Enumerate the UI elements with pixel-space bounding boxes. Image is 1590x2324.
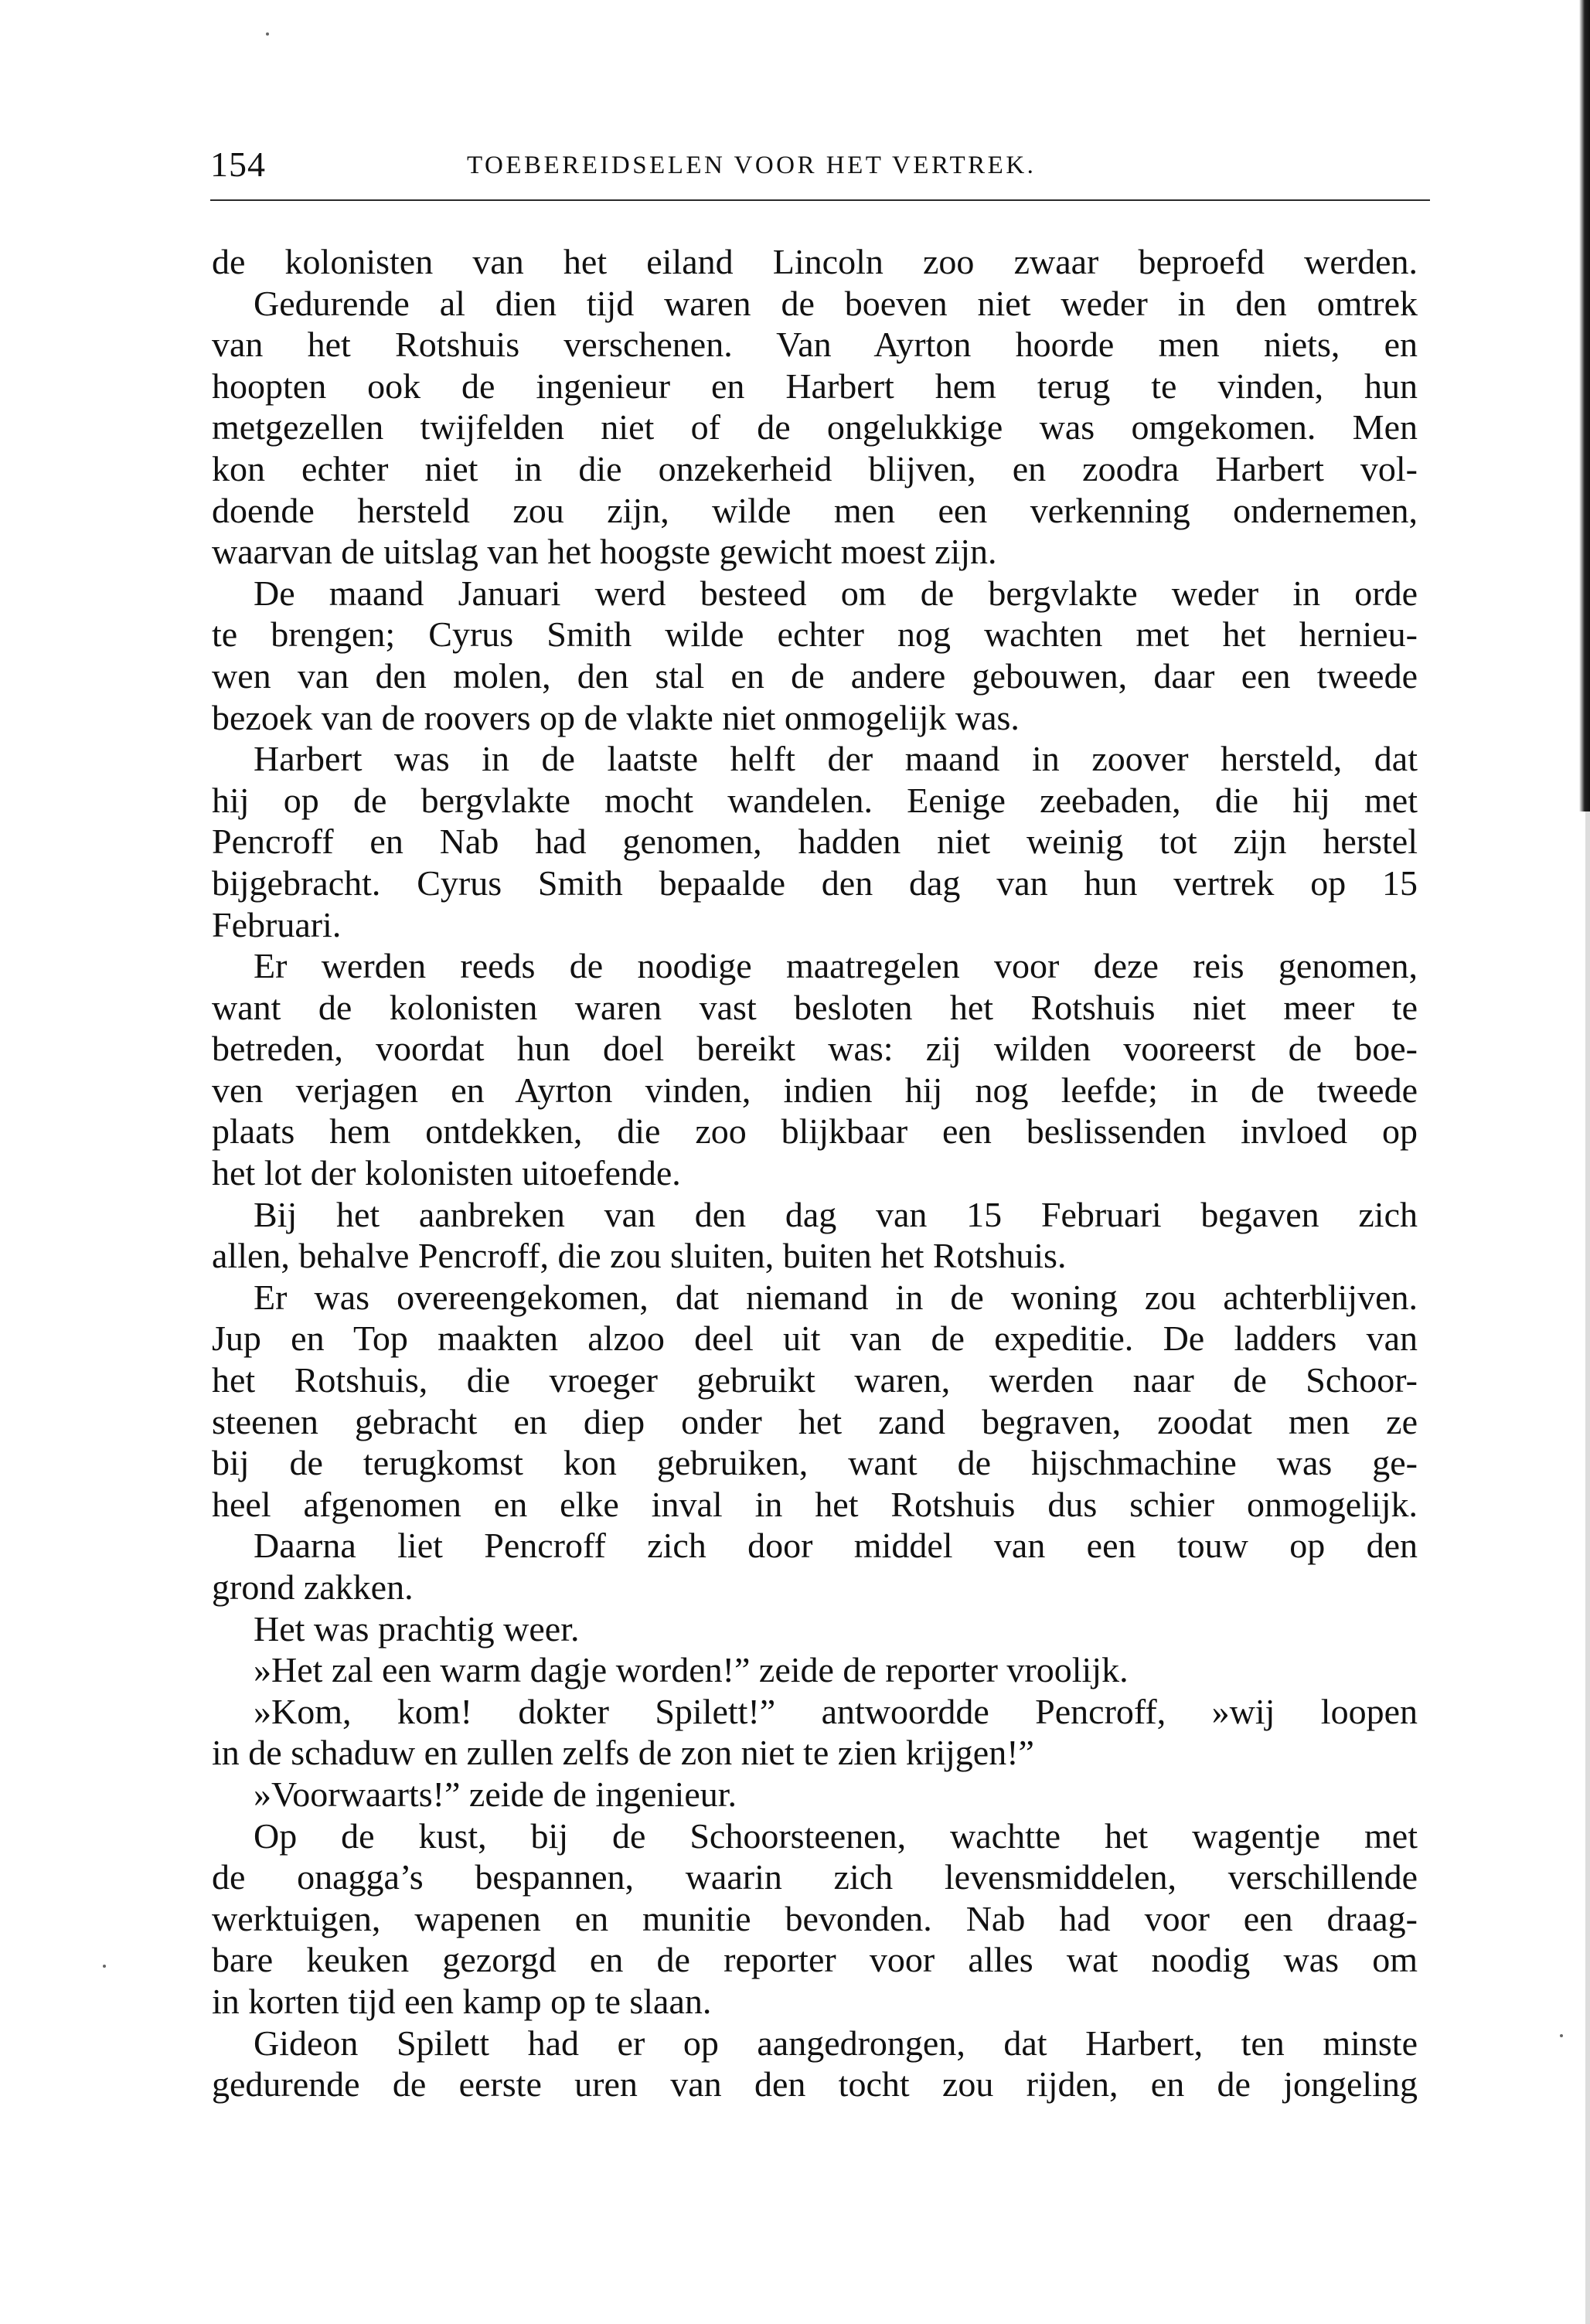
text-line: het lot der kolonisten uitoefende. xyxy=(212,1153,681,1193)
text-line: betreden, voordat hun doel bereikt was: zij wilden vooreerst de boe- xyxy=(212,1029,1418,1069)
text-line: want de kolonisten waren vast besloten het Rotshuis niet meer te xyxy=(212,987,1418,1027)
text-line: Februari. xyxy=(212,904,342,944)
text-line: Gedurende al dien tijd waren de boeven niet weder in den omtrek xyxy=(254,283,1418,323)
text-line: ven verjagen en Ayrton vinden, indien hij nog leefde; in de tweede xyxy=(212,1070,1418,1110)
running-title: TOEBEREIDSELEN VOOR HET VERTREK. xyxy=(467,151,1037,179)
page-edge-tint xyxy=(1585,0,1590,2324)
text-line: bare keuken gezorgd en de reporter voor alles wat noodig was om xyxy=(212,1940,1418,1980)
text-line: de onagga’s bespannen, waarin zich levensmiddelen, verschillende xyxy=(212,1857,1418,1897)
header-rule xyxy=(210,199,1430,201)
page-header xyxy=(210,136,1430,192)
text-line: »Kom, kom! dokter Spilett!” antwoordde Pencroff, »wij loopen xyxy=(254,1691,1418,1731)
text-line: Harbert was in de laatste helft der maand in zoover hersteld, dat xyxy=(254,739,1418,779)
text-line: bijgebracht. Cyrus Smith bepaalde den dag van hun vertrek op 15 xyxy=(212,863,1418,903)
text-line: Er was overeengekomen, dat niemand in de woning zou achterblijven. xyxy=(254,1277,1418,1317)
text-line: het Rotshuis, die vroeger gebruikt waren, werden naar de Schoor- xyxy=(212,1360,1418,1400)
text-line: hij op de bergvlakte mocht wandelen. Eenige zeebaden, die hij met xyxy=(212,780,1418,820)
text-line: bij de terugkomst kon gebruiken, want de hijschmachine was ge- xyxy=(212,1443,1418,1483)
text-line: wen van den molen, den stal en de andere gebouwen, daar een tweede xyxy=(212,655,1418,696)
body-text xyxy=(212,241,1418,2105)
text-line: Gideon Spilett had er op aangedrongen, dat Harbert, ten minste xyxy=(254,2023,1418,2063)
text-line: »Het zal een warm dagje worden!” zeide de reporter vroolijk. xyxy=(254,1650,1129,1690)
text-line: waarvan de uitslag van het hoogste gewicht moest zijn. xyxy=(212,532,997,572)
text-line: Jup en Top maakten alzoo deel uit van de expeditie. De ladders van xyxy=(212,1319,1418,1359)
page-number: 154 xyxy=(210,145,266,184)
text-line: van het Rotshuis verschenen. Van Ayrton hoorde men niets, en xyxy=(212,325,1418,365)
text-line: bezoek van de roovers op de vlakte niet onmogelijk was. xyxy=(212,697,1020,737)
text-line: grond zakken. xyxy=(212,1567,414,1607)
text-line: metgezellen twijfelden niet of de ongelukkige was omgekomen. Men xyxy=(212,407,1418,447)
text-line: de kolonisten van het eiland Lincoln zoo zwaar beproefd werden. xyxy=(212,242,1418,281)
paper-speck xyxy=(1560,2034,1563,2037)
paper-speck xyxy=(266,32,269,36)
text-line: Pencroff en Nab had genomen, hadden niet weinig tot zijn herstel xyxy=(212,822,1418,862)
text-line: in korten tijd een kamp op te slaan. xyxy=(212,1981,712,2021)
text-line: heel afgenomen en elke inval in het Rotshuis dus schier onmogelijk. xyxy=(212,1484,1418,1524)
text-line: gedurende de eerste uren van den tocht zou rijden, en de jongeling xyxy=(212,2064,1418,2105)
text-line: De maand Januari werd besteed om de bergvlakte weder in orde xyxy=(254,573,1418,613)
text-line: steenen gebracht en diep onder het zand begraven, zoodat men ze xyxy=(212,1401,1418,1441)
text-line: werktuigen, wapenen en munitie bevonden. Nab had voor een draag- xyxy=(212,1898,1418,1938)
text-line: allen, behalve Pencroff, die zou sluiten, buiten het Rotshuis. xyxy=(212,1236,1067,1276)
text-line: hoopten ook de ingenieur en Harbert hem terug te vinden, hun xyxy=(212,366,1418,406)
paper-speck xyxy=(103,1965,106,1968)
text-line: kon echter niet in die onzekerheid blijven, en zoodra Harbert vol- xyxy=(212,448,1418,488)
text-line: Er werden reeds de noodige maatregelen voor deze reis genomen, xyxy=(254,946,1418,986)
text-line: Bij het aanbreken van den dag van 15 Februari begaven zich xyxy=(254,1194,1418,1234)
text-line: Het was prachtig weer. xyxy=(254,1608,580,1649)
text-line: te brengen; Cyrus Smith wilde echter nog wachten met het hernieu- xyxy=(212,614,1418,655)
text-line: in de schaduw en zullen zelfs de zon niet te zien krijgen!” xyxy=(212,1733,1034,1773)
text-line: Daarna liet Pencroff zich door middel van een touw op den xyxy=(254,1526,1418,1566)
text-line: »Voorwaarts!” zeide de ingenieur. xyxy=(254,1774,737,1814)
text-line: doende hersteld zou zijn, wilde men een verkenning ondernemen, xyxy=(212,490,1418,530)
text-line: plaats hem ontdekken, die zoo blijkbaar een beslissenden invloed op xyxy=(212,1111,1418,1152)
text-line: Op de kust, bij de Schoorsteenen, wachtte het wagentje met xyxy=(254,1815,1418,1856)
